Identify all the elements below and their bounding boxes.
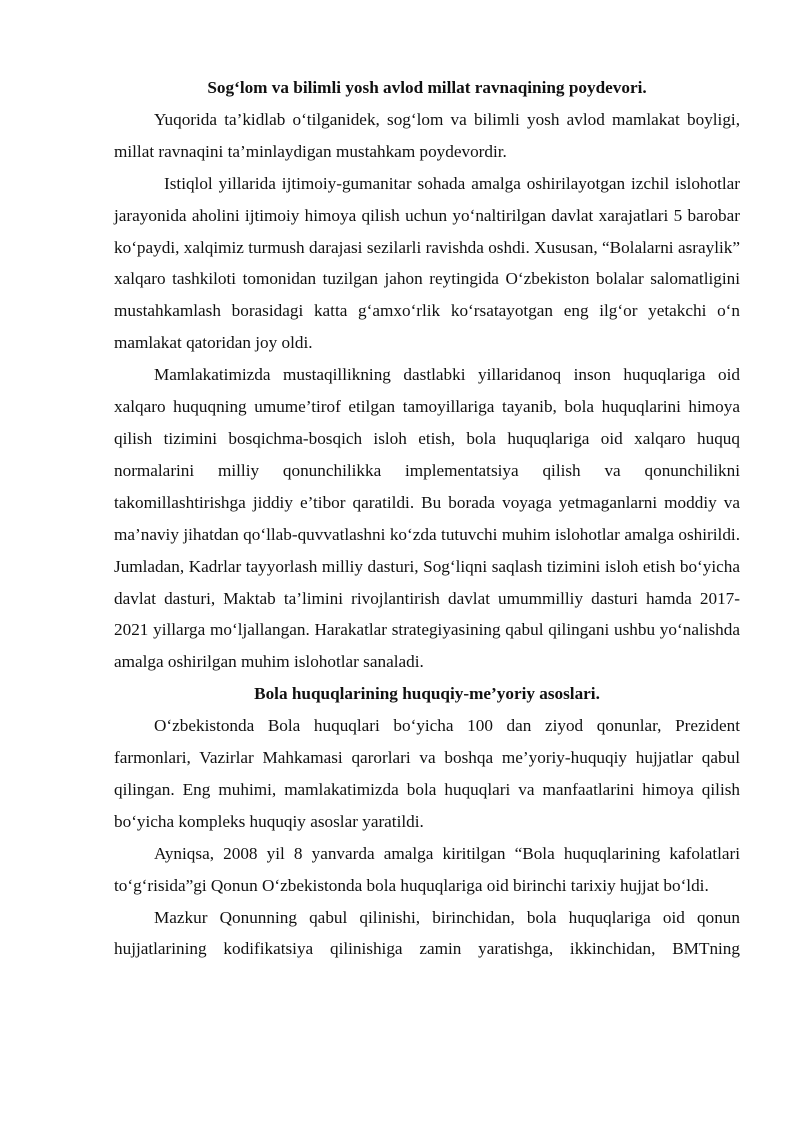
document-page	[114, 72, 740, 965]
paragraph: Istiqlol yillarida ijtimoiy-gumanitar sohada amalga oshirilayotgan izchil islohotlar jarayonida aholini ijtimoiy himoya qilish uchun yo‘naltirilgan davlat xarajatlari 5 barobar ko‘paydi, xalqimiz turmush darajasi sezilarli ravishda oshdi. Xususan, “Bolalarni asraylik” xalqaro tashkiloti tomonidan tuzilgan jahon reytingida O‘zbekiston bolalar salomatligini mustahkamlash borasidagi katta g‘amxo‘rlik ko‘rsatayotgan eng ilg‘or yetakchi o‘n mamlakat qatoridan joy oldi.	[114, 173, 740, 353]
paragraph-last-line-open: Mazkur Qonunning qabul qilinishi, birinchidan, bola huquqlariga oid qonun hujjatlarining kodifikatsiya qilinishiga zamin yaratishga, ikkinchidan, BMTning	[114, 907, 740, 959]
section-heading-legal-basis: Bola huquqlarining huquqiy-me’yoriy asoslari.	[254, 684, 600, 704]
paragraph: Ayniqsa, 2008 yil 8 yanvarda amalga kiritilgan “Bola huquqlarining kafolatlari to‘g‘risida”gi Qonun O‘zbekistonda bola huquqlariga oid birinchi tarixiy hujjat bo‘ldi.	[114, 843, 740, 895]
section-heading-healthy-generation: Sog‘lom va bilimli yosh avlod millat ravnaqining poydevori.	[207, 78, 647, 97]
paragraph: Mamlakatimizda mustaqillikning dastlabki yillaridanoq inson huquqlariga oid xalqaro huquqning umume’tirof etilgan tamoyillariga tayanib, bola huquqlarini himoya qilish tizimini bosqichma-bosqich isloh etish, bola huquqlariga oid xalqaro huquq normalarini milliy qonunchilikka implementatsiya qilish va qonunchilikni takomillashtirishga jiddiy e’tibor qaratildi. Bu borada voyaga yetmaganlarni moddiy va ma’naviy jihatdan qo‘llab-quvvatlashni ko‘zda tutuvchi muhim islohotlar amalga oshirildi. Jumladan, Kadrlar tayyorlash milliy dasturi, Sog‘liqni saqlash tizimini isloh etish bo‘yicha davlat dasturi, Maktab ta’limini rivojlantirish davlat umummilliy dasturi hamda 2017-2021 yillarga mo‘ljallangan. Harakatlar strategiyasining qabul qilingani ushbu yo‘nalishda amalga oshirilgan muhim islohotlar sanaladi.	[114, 365, 740, 672]
paragraph: O‘zbekistonda Bola huquqlari bo‘yicha 100 dan ziyod qonunlar, Prezident farmonlari, Vazirlar Mahkamasi qarorlari va boshqa me’yoriy-huquqiy hujjatlar qabul qilingan. Eng muhimi, mamlakatimizda bola huquqlari va manfaatlarini himoya qilish bo‘yicha kompleks huquqiy asoslar yaratildi.	[114, 716, 740, 831]
paragraph: Yuqorida ta’kidlab o‘tilganidek, sog‘lom va bilimli yosh avlod mamlakat boyligi, millat ravnaqini ta’minlaydigan mustahkam poydevordir.	[114, 109, 740, 161]
